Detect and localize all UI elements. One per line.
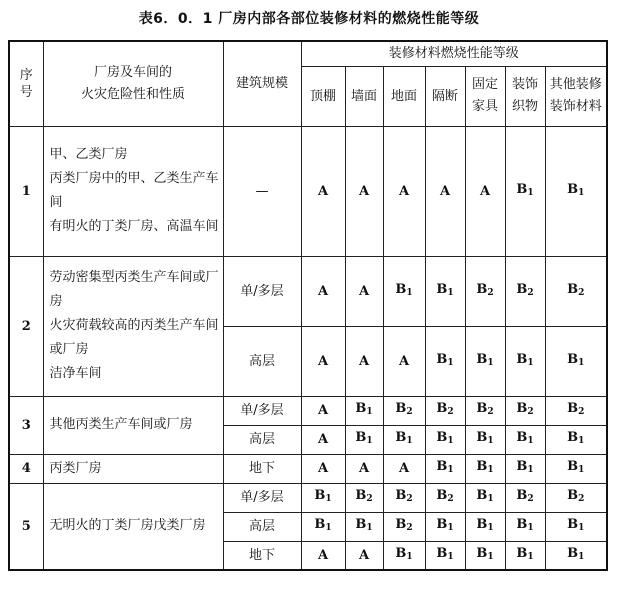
header-scale: 建筑规模 — [223, 41, 301, 126]
fire-rating-table — [8, 40, 608, 571]
row-seq: 4 — [9, 454, 43, 483]
row-scale: 高层 — [223, 425, 301, 454]
header-grade-group: 装修材料燃烧性能等级 — [301, 41, 607, 66]
row-description — [43, 396, 223, 454]
row-scale: 高层 — [223, 512, 301, 541]
grade-cell: $B_1$ — [383, 541, 425, 570]
grade-cell: $B_1$ — [425, 454, 465, 483]
grade-cell: A — [301, 425, 345, 454]
grade-cell: $B_1$ — [425, 425, 465, 454]
grade-cell: A — [345, 256, 383, 326]
grade-cell: $B_1$ — [383, 425, 425, 454]
grade-cell: $B_2$ — [425, 396, 465, 425]
column-header — [505, 66, 545, 126]
grade-cell: $B_1$ — [465, 326, 505, 396]
grade-cell: $B_1$ — [465, 454, 505, 483]
column-header: 墙面 — [345, 66, 383, 126]
column-header: 隔断 — [425, 66, 465, 126]
row-scale: — — [223, 126, 301, 256]
row-scale: 地下 — [223, 454, 301, 483]
grade-cell: $B_1$ — [545, 541, 607, 570]
table-row — [9, 256, 607, 326]
row-scale: 高层 — [223, 326, 301, 396]
grade-cell: $B_2$ — [505, 483, 545, 512]
grade-cell: A — [383, 454, 425, 483]
row-description — [43, 454, 223, 483]
grade-cell: $B_1$ — [465, 512, 505, 541]
grade-cell: $B_2$ — [545, 396, 607, 425]
grade-cell: $B_1$ — [505, 541, 545, 570]
column-header-line: 装饰材料 — [549, 99, 602, 114]
grade-cell: $B_2$ — [505, 396, 545, 425]
row-scale: 地下 — [223, 541, 301, 570]
grade-cell: A — [301, 396, 345, 425]
grade-cell: $B_2$ — [425, 483, 465, 512]
grade-cell: $B_1$ — [545, 454, 607, 483]
row-description — [43, 483, 223, 570]
column-header — [465, 66, 505, 126]
column-header-line: 织物 — [511, 99, 538, 114]
column-header — [545, 66, 607, 126]
table-row — [9, 126, 607, 256]
grade-cell: $B_2$ — [465, 256, 505, 326]
grade-cell: A — [301, 541, 345, 570]
description-line: 洁净车间 — [49, 366, 102, 381]
grade-cell: $B_2$ — [345, 483, 383, 512]
column-header-line: 其他装修 — [549, 77, 602, 92]
description-line: 火灾荷载较高的丙类生产车间或厂房 — [49, 318, 219, 357]
column-header: 顶棚 — [301, 66, 345, 126]
grade-cell: A — [383, 326, 425, 396]
description-line: 丙类厂房 — [49, 460, 102, 476]
description-line: 有明火的丁类厂房、高温车间 — [49, 219, 219, 234]
grade-cell: $B_1$ — [301, 483, 345, 512]
description-line: 丙类厂房中的甲、乙类生产车间 — [49, 171, 219, 210]
grade-cell: $B_1$ — [345, 425, 383, 454]
row-scale: 单/多层 — [223, 256, 301, 326]
description-line: 甲、乙类厂房 — [49, 147, 128, 162]
row-seq: 1 — [9, 126, 43, 256]
grade-cell: $B_2$ — [383, 512, 425, 541]
row-description — [43, 126, 223, 256]
row-description — [43, 256, 223, 396]
grade-cell: A — [345, 541, 383, 570]
column-header: 地面 — [383, 66, 425, 126]
table-row — [9, 396, 607, 425]
grade-cell: $B_1$ — [425, 541, 465, 570]
table-row — [9, 483, 607, 512]
grade-cell: $B_1$ — [465, 541, 505, 570]
grade-cell: $B_1$ — [505, 126, 545, 256]
column-header-line: 家具 — [471, 99, 498, 114]
grade-cell: $B_1$ — [425, 512, 465, 541]
row-seq: 5 — [9, 483, 43, 570]
row-seq: 3 — [9, 396, 43, 454]
table-row — [9, 454, 607, 483]
grade-cell: A — [301, 454, 345, 483]
grade-cell: $B_1$ — [465, 483, 505, 512]
grade-cell: $B_1$ — [383, 256, 425, 326]
column-header-line: 装饰 — [511, 77, 538, 92]
row-seq: 2 — [9, 256, 43, 396]
grade-cell: $B_2$ — [465, 396, 505, 425]
grade-cell: $B_1$ — [545, 126, 607, 256]
grade-cell: $B_2$ — [545, 483, 607, 512]
description-line: 其他丙类生产车间或厂房 — [49, 417, 193, 432]
grade-cell: $B_1$ — [425, 256, 465, 326]
grade-cell: $B_2$ — [505, 256, 545, 326]
description-line: 劳动密集型丙类生产车间或厂房 — [49, 270, 219, 309]
grade-cell: $B_1$ — [545, 326, 607, 396]
description-line: 无明火的丁类厂房戊类厂房 — [49, 518, 206, 534]
grade-cell: $B_1$ — [465, 425, 505, 454]
row-scale: 单/多层 — [223, 483, 301, 512]
grade-cell: $B_2$ — [383, 396, 425, 425]
grade-cell: $B_1$ — [345, 512, 383, 541]
grade-cell: $B_1$ — [505, 512, 545, 541]
grade-cell: $B_1$ — [425, 326, 465, 396]
grade-cell: $B_1$ — [301, 512, 345, 541]
grade-cell: A — [425, 126, 465, 256]
grade-cell: A — [345, 326, 383, 396]
grade-cell: A — [301, 326, 345, 396]
header-nature: 厂房及车间的 火灾危险性和性质 — [43, 41, 223, 126]
grade-cell: $B_1$ — [545, 425, 607, 454]
grade-cell: $B_1$ — [505, 425, 545, 454]
grade-cell: A — [465, 126, 505, 256]
grade-cell: $B_1$ — [505, 326, 545, 396]
grade-cell: A — [345, 454, 383, 483]
grade-cell: $B_1$ — [505, 454, 545, 483]
grade-cell: A — [301, 126, 345, 256]
grade-cell: A — [383, 126, 425, 256]
grade-cell: $B_1$ — [345, 396, 383, 425]
grade-cell: $B_2$ — [545, 256, 607, 326]
grade-cell: A — [345, 126, 383, 256]
grade-cell: A — [301, 256, 345, 326]
table-title: 表6．0．1 厂房内部各部位装修材料的燃烧性能等级 — [138, 11, 480, 27]
column-header-line: 固定 — [471, 77, 498, 92]
grade-cell: $B_2$ — [383, 483, 425, 512]
grade-cell: $B_1$ — [545, 512, 607, 541]
header-seq: 序 号 — [9, 41, 43, 126]
row-scale: 单/多层 — [223, 396, 301, 425]
